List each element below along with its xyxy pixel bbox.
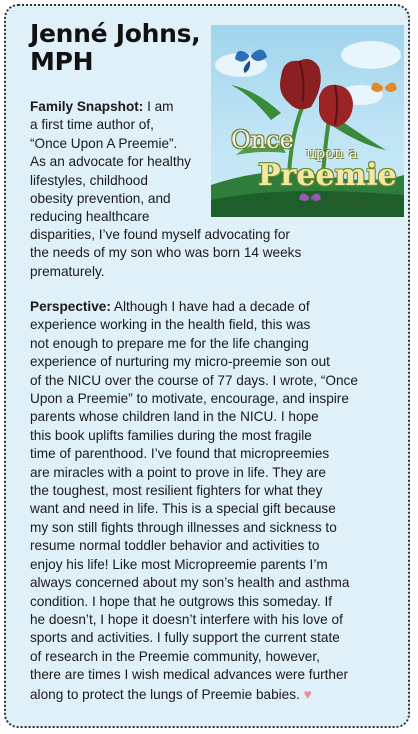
perspective-line: sports and activities. I fully support the current state <box>30 630 340 646</box>
author-credential: MPH <box>30 47 94 76</box>
perspective-line: Upon a Preemie” to motivate, encourage, and inspire <box>30 391 349 407</box>
perspective-line: the toughest, most resilient fighters for what they <box>30 483 323 499</box>
perspective-line-1 <box>30 298 396 316</box>
perspective-line: along to protect the lungs of Preemie babies. <box>30 686 304 702</box>
snapshot-line: “Once Upon A Preemie”. <box>30 135 178 151</box>
perspective-line: he doesn’t, I hope it doesn’t interfere with his love of <box>30 611 343 627</box>
author-name <box>30 20 210 76</box>
perspective-text: Although I have had a decade of <box>110 299 310 314</box>
snapshot-line: disparities, I’ve found myself advocating for <box>30 227 290 242</box>
perspective-line: time of parenthood. I’ve found that micropreemies <box>30 446 330 462</box>
family-snapshot-paragraph-cont <box>30 226 390 281</box>
heart-icon: ♥ <box>303 685 312 702</box>
perspective-line: there are times I wish medical advances were further <box>30 667 349 683</box>
perspective-line: of research in the Preemie community, however, <box>30 648 320 664</box>
snapshot-line: lifestyles, childhood <box>30 172 148 188</box>
perspective-line: of the NICU over the course of 77 days. I wrote, “Once <box>30 372 358 388</box>
cover-title-once: Once <box>231 126 294 154</box>
snapshot-text: I am <box>143 99 174 114</box>
perspective-line: are miracles with a point to prove in life. They are <box>30 464 326 480</box>
snapshot-line: reducing healthcare <box>30 209 150 225</box>
snapshot-line: As an advocate for healthy <box>30 154 191 170</box>
perspective-label: Perspective: <box>30 299 111 314</box>
perspective-line: experience working in the health field, this was <box>30 317 311 333</box>
perspective-line: experience of nurturing my micro-preemie son out <box>30 354 330 370</box>
family-snapshot-label: Family Snapshot: <box>30 99 144 114</box>
profile-card <box>4 4 410 728</box>
snapshot-line: the needs of my son who was born 14 weeks <box>30 245 302 261</box>
perspective-paragraph <box>30 298 396 704</box>
author-name-line: Jenné Johns, <box>30 19 201 48</box>
snapshot-line: a first time author of, <box>30 117 154 133</box>
perspective-line: always concerned about my son’s health and asthma <box>30 575 350 591</box>
snapshot-line-1 <box>30 98 212 116</box>
cover-title-preemie: Preemie <box>258 158 397 193</box>
perspective-line-last <box>30 685 396 704</box>
cover-title-upon-a: upon a <box>306 144 358 162</box>
perspective-line: this book uplifts families during the most fragile <box>30 427 312 443</box>
family-snapshot-paragraph <box>30 98 212 227</box>
perspective-line: want and need in life. This is a special gift because <box>30 501 336 517</box>
cover-author: Jenné Johns <box>311 197 366 207</box>
perspective-line: parents whose children land in the NICU. I hope <box>30 409 319 425</box>
book-cover-image <box>211 25 404 217</box>
perspective-line: my son still fights through illnesses and sickness to <box>30 519 337 535</box>
snapshot-line: prematurely. <box>30 263 105 279</box>
perspective-line: resume normal toddler behavior and activities to <box>30 538 320 554</box>
perspective-line: enjoy his life! Like most Micropreemie parents I’m <box>30 556 328 572</box>
perspective-line: condition. I hope that he outgrows this someday. If <box>30 593 333 609</box>
snapshot-line: obesity prevention, and <box>30 191 171 207</box>
perspective-line: not enough to prepare me for the life changing <box>30 335 309 351</box>
